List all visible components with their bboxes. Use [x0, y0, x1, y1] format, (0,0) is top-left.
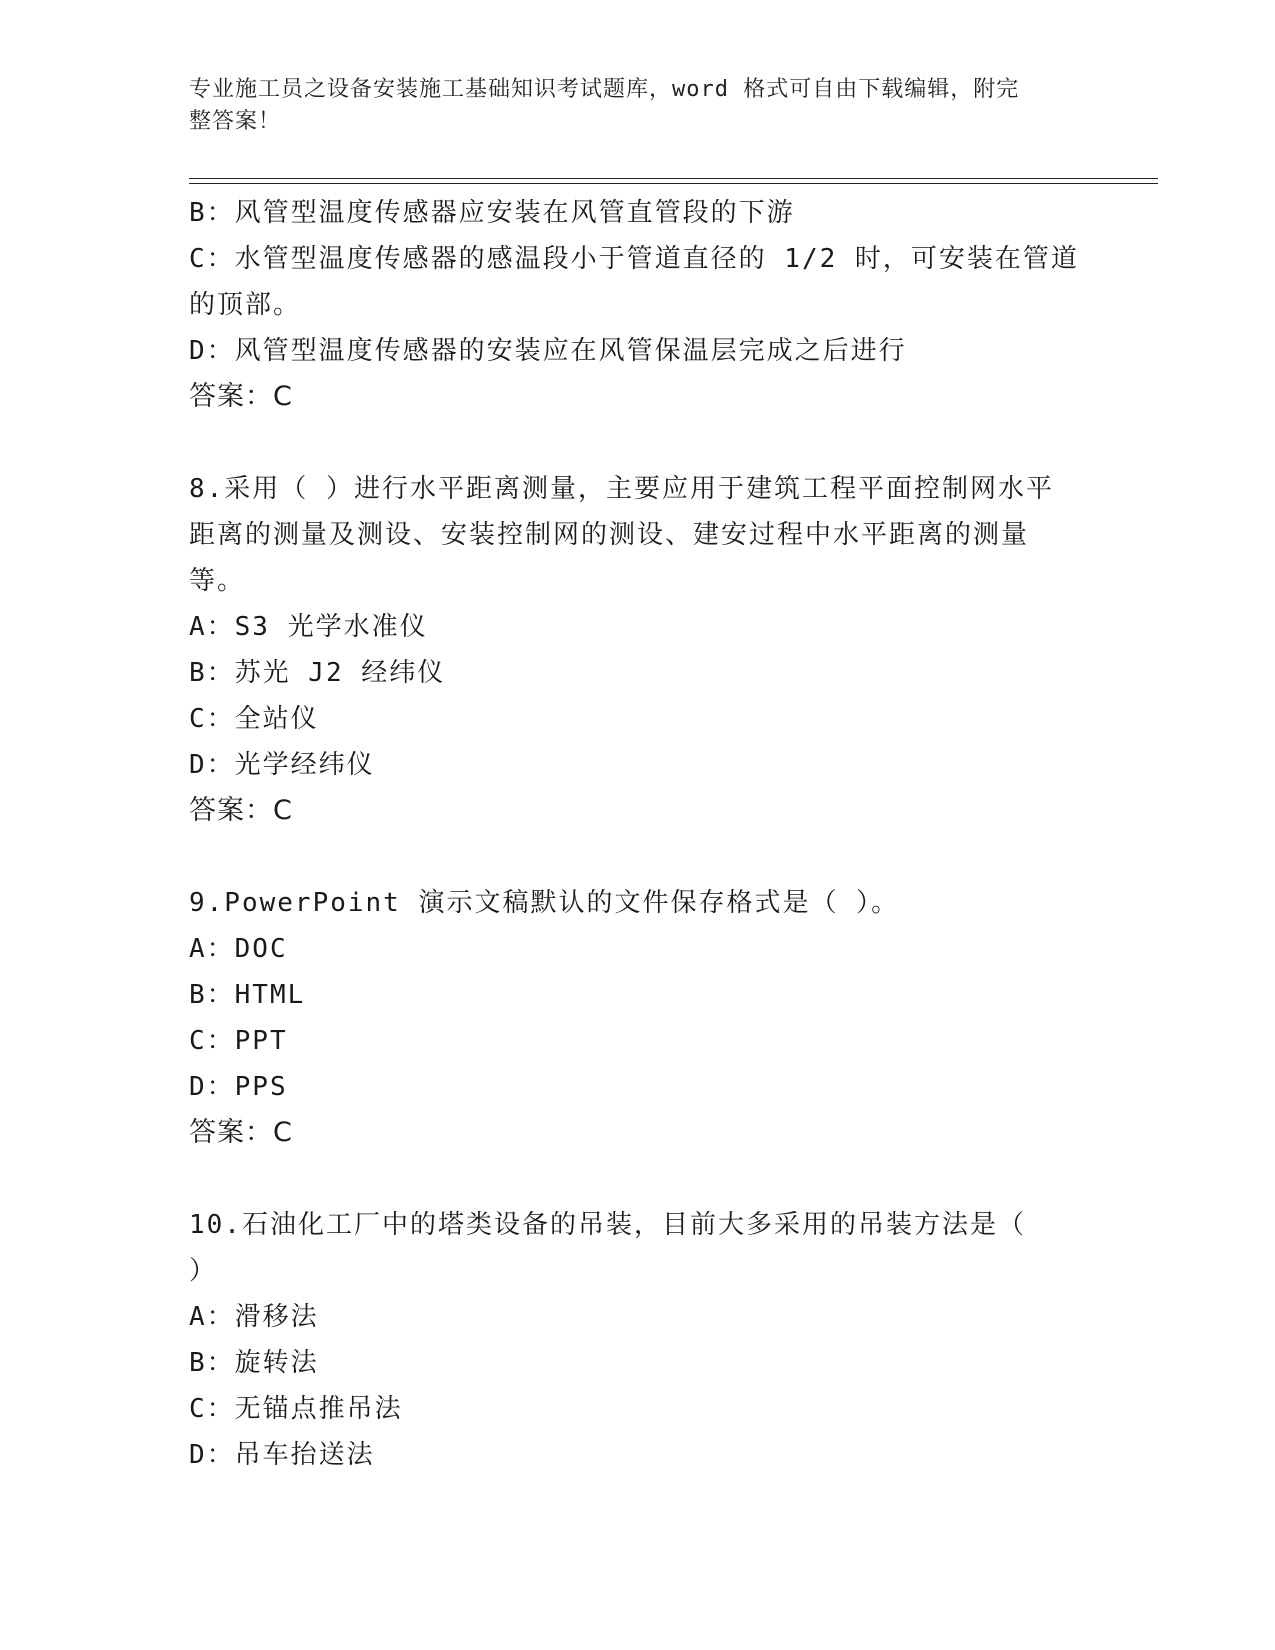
- header-divider-top: [189, 178, 1158, 179]
- spacer: [189, 1156, 1069, 1202]
- q8-answer: 答案：C: [189, 795, 293, 826]
- q7-option-d: D：风管型温度传感器的安装应在风管保温层完成之后进行: [189, 336, 907, 366]
- header-line-1: 专业施工员之设备安装施工基础知识考试题库，word 格式可自由下载编辑，附完: [189, 77, 1020, 102]
- q9-option-a: A：DOC: [189, 934, 288, 964]
- q7-option-b: B：风管型温度传感器应安装在风管直管段的下游: [189, 198, 795, 228]
- q10-option-a: A：滑移法: [189, 1302, 319, 1332]
- q8-stem-line-1: 8.采用（ ）进行水平距离测量，主要应用于建筑工程平面控制网水平: [189, 474, 1054, 504]
- q10-option-c: C：无锚点推吊法: [189, 1394, 403, 1424]
- q7-option-c-line-2: 的顶部。: [189, 290, 302, 320]
- q8-option-d: D：光学经纬仪: [189, 750, 375, 780]
- question-8: [189, 466, 1069, 834]
- spacer: [189, 420, 1069, 466]
- q8-stem-line-3: 等。: [189, 566, 246, 596]
- document-body: [189, 190, 1079, 1478]
- header-divider-bottom: [189, 183, 1158, 184]
- q9-option-b: B：HTML: [189, 980, 306, 1010]
- q9-stem: 9.PowerPoint 演示文稿默认的文件保存格式是（ ）。: [189, 888, 900, 918]
- q9-option-d: D：PPS: [189, 1072, 288, 1102]
- q10-stem-line-2: ）: [189, 1256, 218, 1286]
- q9-answer: 答案：C: [189, 1117, 293, 1148]
- question-9: [189, 880, 1069, 1156]
- q7-answer: 答案：C: [189, 381, 293, 412]
- header-line-2: 整答案！: [189, 109, 282, 134]
- q8-option-a: A：S3 光学水准仪: [189, 612, 428, 642]
- q10-option-d: D：吊车抬送法: [189, 1440, 375, 1470]
- q7-option-c-line-1: C：水管型温度传感器的感温段小于管道直径的 1/2 时，可安装在管道: [189, 244, 1079, 274]
- q9-option-c: C：PPT: [189, 1026, 288, 1056]
- q8-option-c: C：全站仪: [189, 704, 319, 734]
- q8-option-b: B：苏光 J2 经纬仪: [189, 658, 446, 688]
- q8-stem-line-2: 距离的测量及测设、安装控制网的测设、建安过程中水平距离的测量: [189, 520, 1030, 550]
- q10-option-b: B：旋转法: [189, 1348, 319, 1378]
- q10-stem-line-1: 10.石油化工厂中的塔类设备的吊装，目前大多采用的吊装方法是（: [189, 1210, 1026, 1240]
- spacer: [189, 834, 1069, 880]
- question-10: [189, 1202, 1069, 1478]
- question-7-continued: [189, 190, 1079, 420]
- document-header: [189, 74, 1069, 138]
